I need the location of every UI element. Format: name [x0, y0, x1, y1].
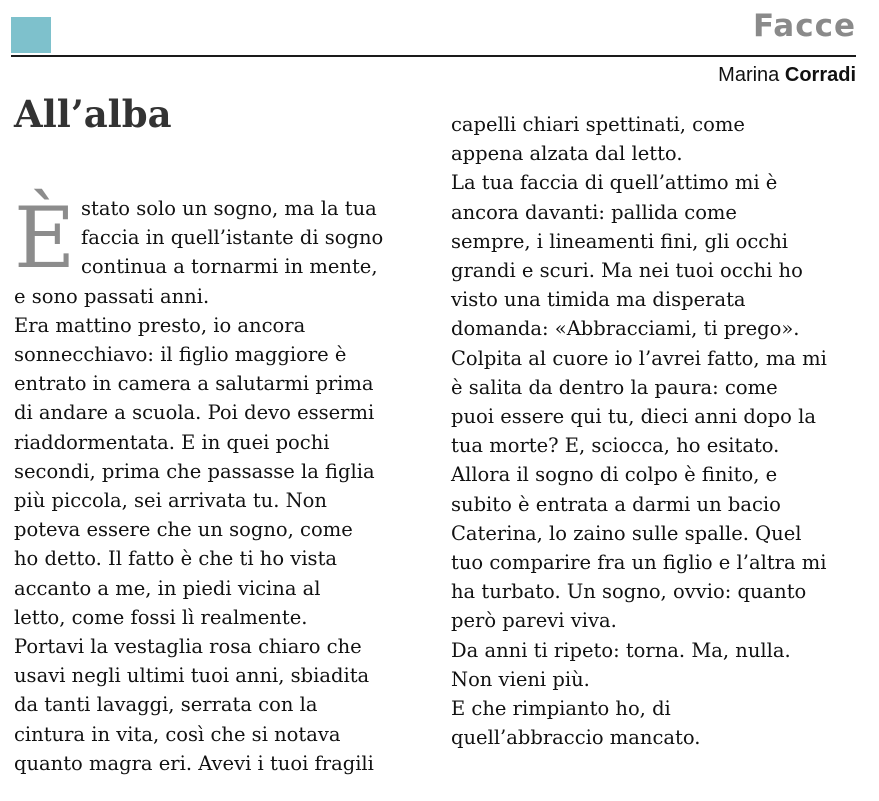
text-line: grandi e scuri. Ma nei tuoi occhi ho: [451, 259, 803, 283]
text-line: da tanti lavaggi, serrata con la: [14, 693, 318, 717]
text-line: quanto magra eri. Avevi i tuoi fragili: [14, 751, 374, 775]
text-line: capelli chiari spettinati, come: [451, 113, 745, 136]
header-rule: [11, 55, 856, 57]
text-line: cintura in vita, così che si notava: [14, 722, 341, 746]
text-line: è salita da dentro la paura: come: [451, 375, 778, 399]
text-line: Colpita al cuore io l’avrei fatto, ma mi: [451, 346, 827, 370]
text-line: Allora il sogno di colpo è finito, e: [451, 463, 778, 487]
text-line: La tua faccia di quell’attimo mi è: [451, 171, 778, 195]
text-line: Caterina, lo zaino sulle spalle. Quel: [451, 521, 802, 545]
drop-cap: È: [14, 189, 76, 287]
author-first-name: Marina: [718, 64, 780, 86]
text-line: tua morte? E, sciocca, ho esitato.: [451, 434, 780, 458]
text-line: puoi essere qui tu, dieci anni dopo la: [451, 405, 816, 429]
text-line: entrato in camera a salutarmi prima: [14, 372, 374, 396]
section-label: Facce: [752, 8, 856, 44]
text-line: Era mattino presto, io ancora: [14, 313, 306, 337]
text-line: stato solo un sogno, ma la tua: [81, 197, 377, 220]
text-line: poteva essere che un sogno, come: [14, 518, 353, 542]
text-line: Non vieni più.: [451, 667, 590, 691]
text-line: E che rimpianto ho, di: [451, 697, 671, 721]
text-line: appena alzata dal letto.: [451, 142, 683, 166]
text-line: Da anni ti ripeto: torna. Ma, nulla.: [451, 638, 791, 662]
section-color-square: [11, 17, 51, 53]
text-line: ha turbato. Un sogno, ovvio: quanto: [451, 580, 807, 604]
text-line: sonnecchiavo: il figlio maggiore è: [14, 343, 347, 367]
text-line: però parevi viva.: [451, 609, 617, 633]
text-line: e sono passati anni.: [14, 284, 210, 308]
text-line: riaddormentata. E in quei pochi: [14, 430, 330, 454]
text-line: quell’abbraccio mancato.: [451, 726, 701, 750]
text-line: usavi negli ultimi tuoi anni, sbiadita: [14, 664, 370, 688]
text-line: letto, come fossi lì realmente.: [14, 605, 308, 629]
text-line: visto una timida ma disperata: [451, 288, 746, 312]
text-line: subito è entrata a darmi un bacio: [451, 492, 781, 516]
author-last-name: Corradi: [784, 64, 856, 86]
article-column-right: [451, 110, 861, 752]
text-line: ho detto. Il fatto è che ti ho vista: [14, 547, 338, 571]
text-line: domanda: «Abbracciami, ti prego».: [451, 317, 800, 341]
byline: [718, 65, 856, 85]
text-line: tuo comparire fra un figlio e l’altra mi: [451, 551, 827, 575]
article-title: All’alba: [14, 92, 172, 136]
text-line: più piccola, sei arrivata tu. Non: [14, 489, 327, 513]
text-line: continua a tornarmi in mente,: [81, 255, 378, 279]
text-line: accanto a me, in piedi vicina al: [14, 576, 321, 600]
article-column-left: [14, 189, 432, 778]
text-line: Portavi la vestaglia rosa chiaro che: [14, 635, 362, 659]
text-line: faccia in quell’istante di sogno: [81, 226, 384, 250]
text-line: ancora davanti: pallida come: [451, 200, 737, 224]
text-line: sempre, i lineamenti fini, gli occhi: [451, 229, 789, 253]
text-line: secondi, prima che passasse la figlia: [14, 459, 375, 483]
text-line: di andare a scuola. Poi devo essermi: [14, 401, 375, 425]
